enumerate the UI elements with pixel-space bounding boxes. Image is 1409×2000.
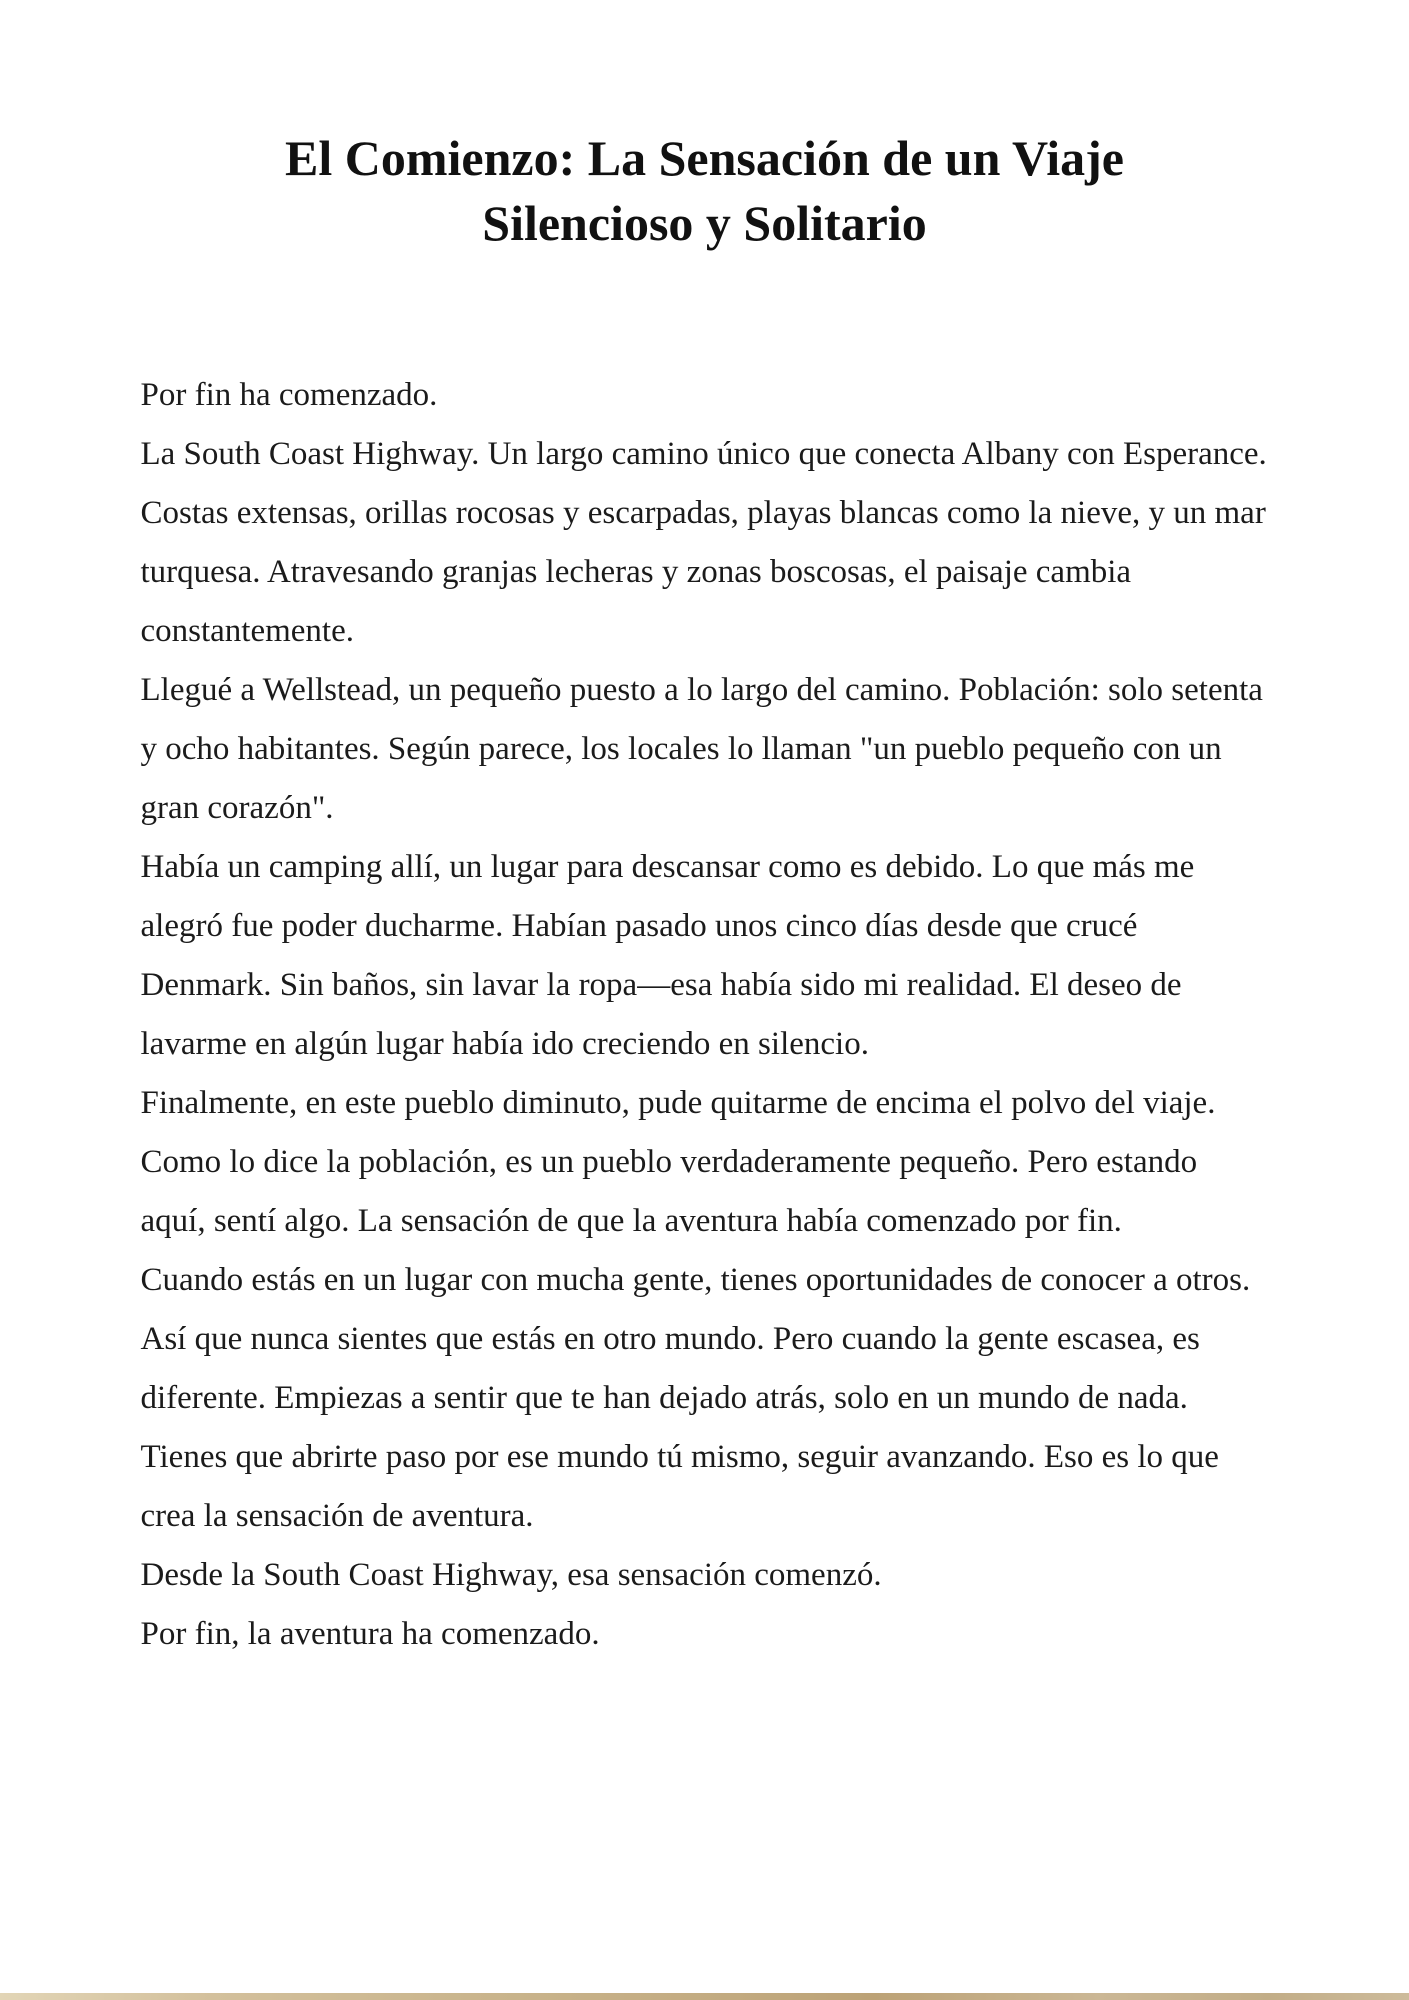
paragraph: Había un camping allí, un lugar para descansar como es debido. Lo que más me alegró fue poder ducharme. Habían pasado unos cinco días desde que crucé Denmark. Sin baños, sin lavar la ropa—esa había sido mi realidad. El deseo de lavarme en algún lugar había ido creciendo en silencio. xyxy=(140,849,1195,1062)
photo-top-edge xyxy=(0,1993,1409,2000)
paragraph: Llegué a Wellstead, un pequeño puesto a lo largo del camino. Población: solo setenta y ocho habitantes. Según parece, los locales lo llaman "un pueblo pequeño con un gran corazón". xyxy=(140,672,1263,826)
paragraph: La South Coast Highway. Un largo camino único que conecta Albany con Esperance. Costas extensas, orillas rocosas y escarpadas, playas blancas como la nieve, y un mar turquesa. Atravesando granjas lecheras y zonas boscosas, el paisaje cambia constantemente. xyxy=(140,436,1267,649)
paragraph: Finalmente, en este pueblo diminuto, pude quitarme de encima el polvo del viaje. xyxy=(140,1085,1216,1121)
paragraph: Por fin ha comenzado. xyxy=(140,377,438,413)
paragraph: Por fin, la aventura ha comenzado. xyxy=(140,1616,600,1652)
article-page xyxy=(141,0,1269,1664)
paragraph: Como lo dice la población, es un pueblo verdaderamente pequeño. Pero estando aquí, sentí algo. La sensación de que la aventura había comenzado por fin. xyxy=(140,1144,1198,1239)
article-body xyxy=(141,366,1269,1664)
page-title: El Comienzo: La Sensación de un Viaje Silencioso y Solitario xyxy=(285,130,1124,251)
paragraph: Desde la South Coast Highway, esa sensación comenzó. xyxy=(140,1557,882,1593)
paragraph: Cuando estás en un lugar con mucha gente, tienes oportunidades de conocer a otros. Así que nunca sientes que estás en otro mundo. Pero cuando la gente escasea, es diferente. Empiezas a sentir que te han dejado atrás, solo en un mundo de nada. Tienes que abrirte paso por ese mundo tú mismo, seguir avanzando. Eso es lo que crea la sensación de aventura. xyxy=(140,1262,1251,1534)
